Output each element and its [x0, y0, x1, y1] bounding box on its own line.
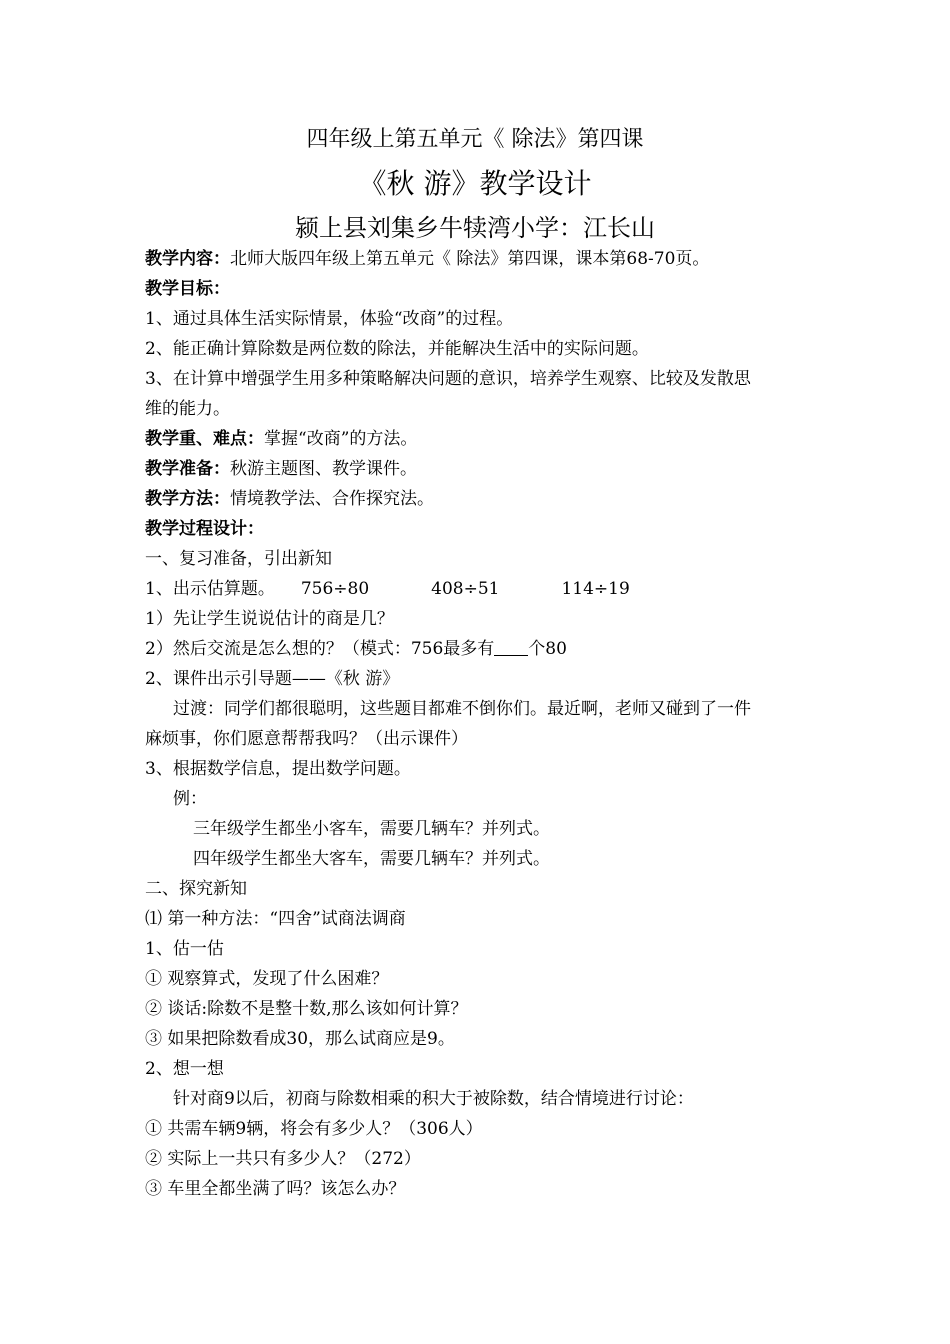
preparation-text: 秋游主题图、教学课件。	[230, 459, 417, 479]
section-heading: 二、探究新知	[145, 879, 247, 899]
process-step	[145, 634, 813, 664]
example-item: 四年级学生都坐大客车，需要几辆车？并列式。	[193, 849, 550, 869]
sub-heading: 1、估一估	[145, 939, 224, 959]
list-item: ② 谈话:除数不是整十数,那么该如何计算？	[145, 999, 468, 1019]
author-line: 颍上县刘集乡牛犊湾小学：江长山	[295, 214, 655, 242]
list-item: ③ 如果把除数看成30，那么试商应是9。	[145, 1029, 455, 1049]
estimate-intro: 1、出示估算题。	[145, 579, 275, 599]
goal-item: 3、在计算中增强学生用多种策略解决问题的意识，培养学生观察、比较及发散思	[145, 369, 751, 389]
teaching-method-text: 情境教学法、合作探究法。	[230, 489, 434, 509]
document-body	[145, 244, 813, 1204]
title-line-1: 四年级上第五单元《 除法》第四课	[306, 127, 644, 152]
preparation	[145, 454, 813, 484]
key-points-text: 掌握“改商”的方法。	[264, 429, 418, 449]
title-line-2: 《秋 游》教学设计	[358, 167, 592, 200]
preparation-label: 教学准备：	[145, 459, 230, 479]
goal-item: 维的能力。	[145, 399, 230, 419]
teaching-method-label: 教学方法：	[145, 489, 230, 509]
process-step: 3、根据数学信息，提出数学问题。	[145, 759, 411, 779]
teaching-content-label: 教学内容：	[145, 249, 230, 269]
list-item: ③ 车里全都坐满了吗？该怎么办？	[145, 1179, 406, 1199]
goal-item: 1、通过具体生活实际情景，体验“改商”的过程。	[145, 309, 514, 329]
goal-item: 2、能正确计算除数是两位数的除法，并能解决生活中的实际问题。	[145, 339, 649, 359]
step2-before: 2）然后交流是怎么想的？（模式：756最多有	[145, 639, 495, 659]
teaching-content	[145, 244, 813, 274]
key-points	[145, 424, 813, 454]
list-item: ① 共需车辆9辆，将会有多少人？（306人）	[145, 1119, 483, 1139]
transition-text: 过渡：同学们都很聪明，这些题目都难不倒你们。最近啊，老师又碰到了一件	[173, 699, 751, 719]
method-heading: ⑴ 第一种方法：“四舍”试商法调商	[145, 909, 406, 929]
example-item: 三年级学生都坐小客车，需要几辆车？并列式。	[193, 819, 550, 839]
estimate-problem: 114÷19	[561, 579, 630, 599]
process-step: 2、课件出示引导题——《秋 游》	[145, 669, 400, 689]
section-heading: 一、复习准备，引出新知	[145, 549, 332, 569]
process-step: 1）先让学生说说估计的商是几？	[145, 609, 394, 629]
estimate-problem: 756÷80	[300, 579, 370, 599]
fill-in-blank	[494, 637, 528, 656]
teaching-goals-label: 教学目标：	[145, 279, 230, 299]
teaching-method	[145, 484, 813, 514]
estimate-problem: 408÷51	[431, 579, 500, 599]
step2-after: 个80	[528, 639, 567, 659]
estimate-line	[145, 574, 813, 604]
list-item: ① 观察算式，发现了什么困难？	[145, 969, 389, 989]
process-label: 教学过程设计：	[145, 519, 264, 539]
sub-heading: 2、想一想	[145, 1059, 224, 1079]
teaching-content-text: 北师大版四年级上第五单元《 除法》第四课，课本第68-70页。	[230, 249, 710, 269]
key-points-label: 教学重、难点：	[145, 429, 264, 449]
list-item: ② 实际上一共只有多少人？（272）	[145, 1149, 421, 1169]
example-label: 例：	[173, 789, 207, 809]
paragraph: 针对商9以后，初商与除数相乘的积大于被除数，结合情境进行讨论：	[173, 1089, 694, 1109]
transition-text: 麻烦事，你们愿意帮帮我吗？（出示课件）	[145, 729, 468, 749]
